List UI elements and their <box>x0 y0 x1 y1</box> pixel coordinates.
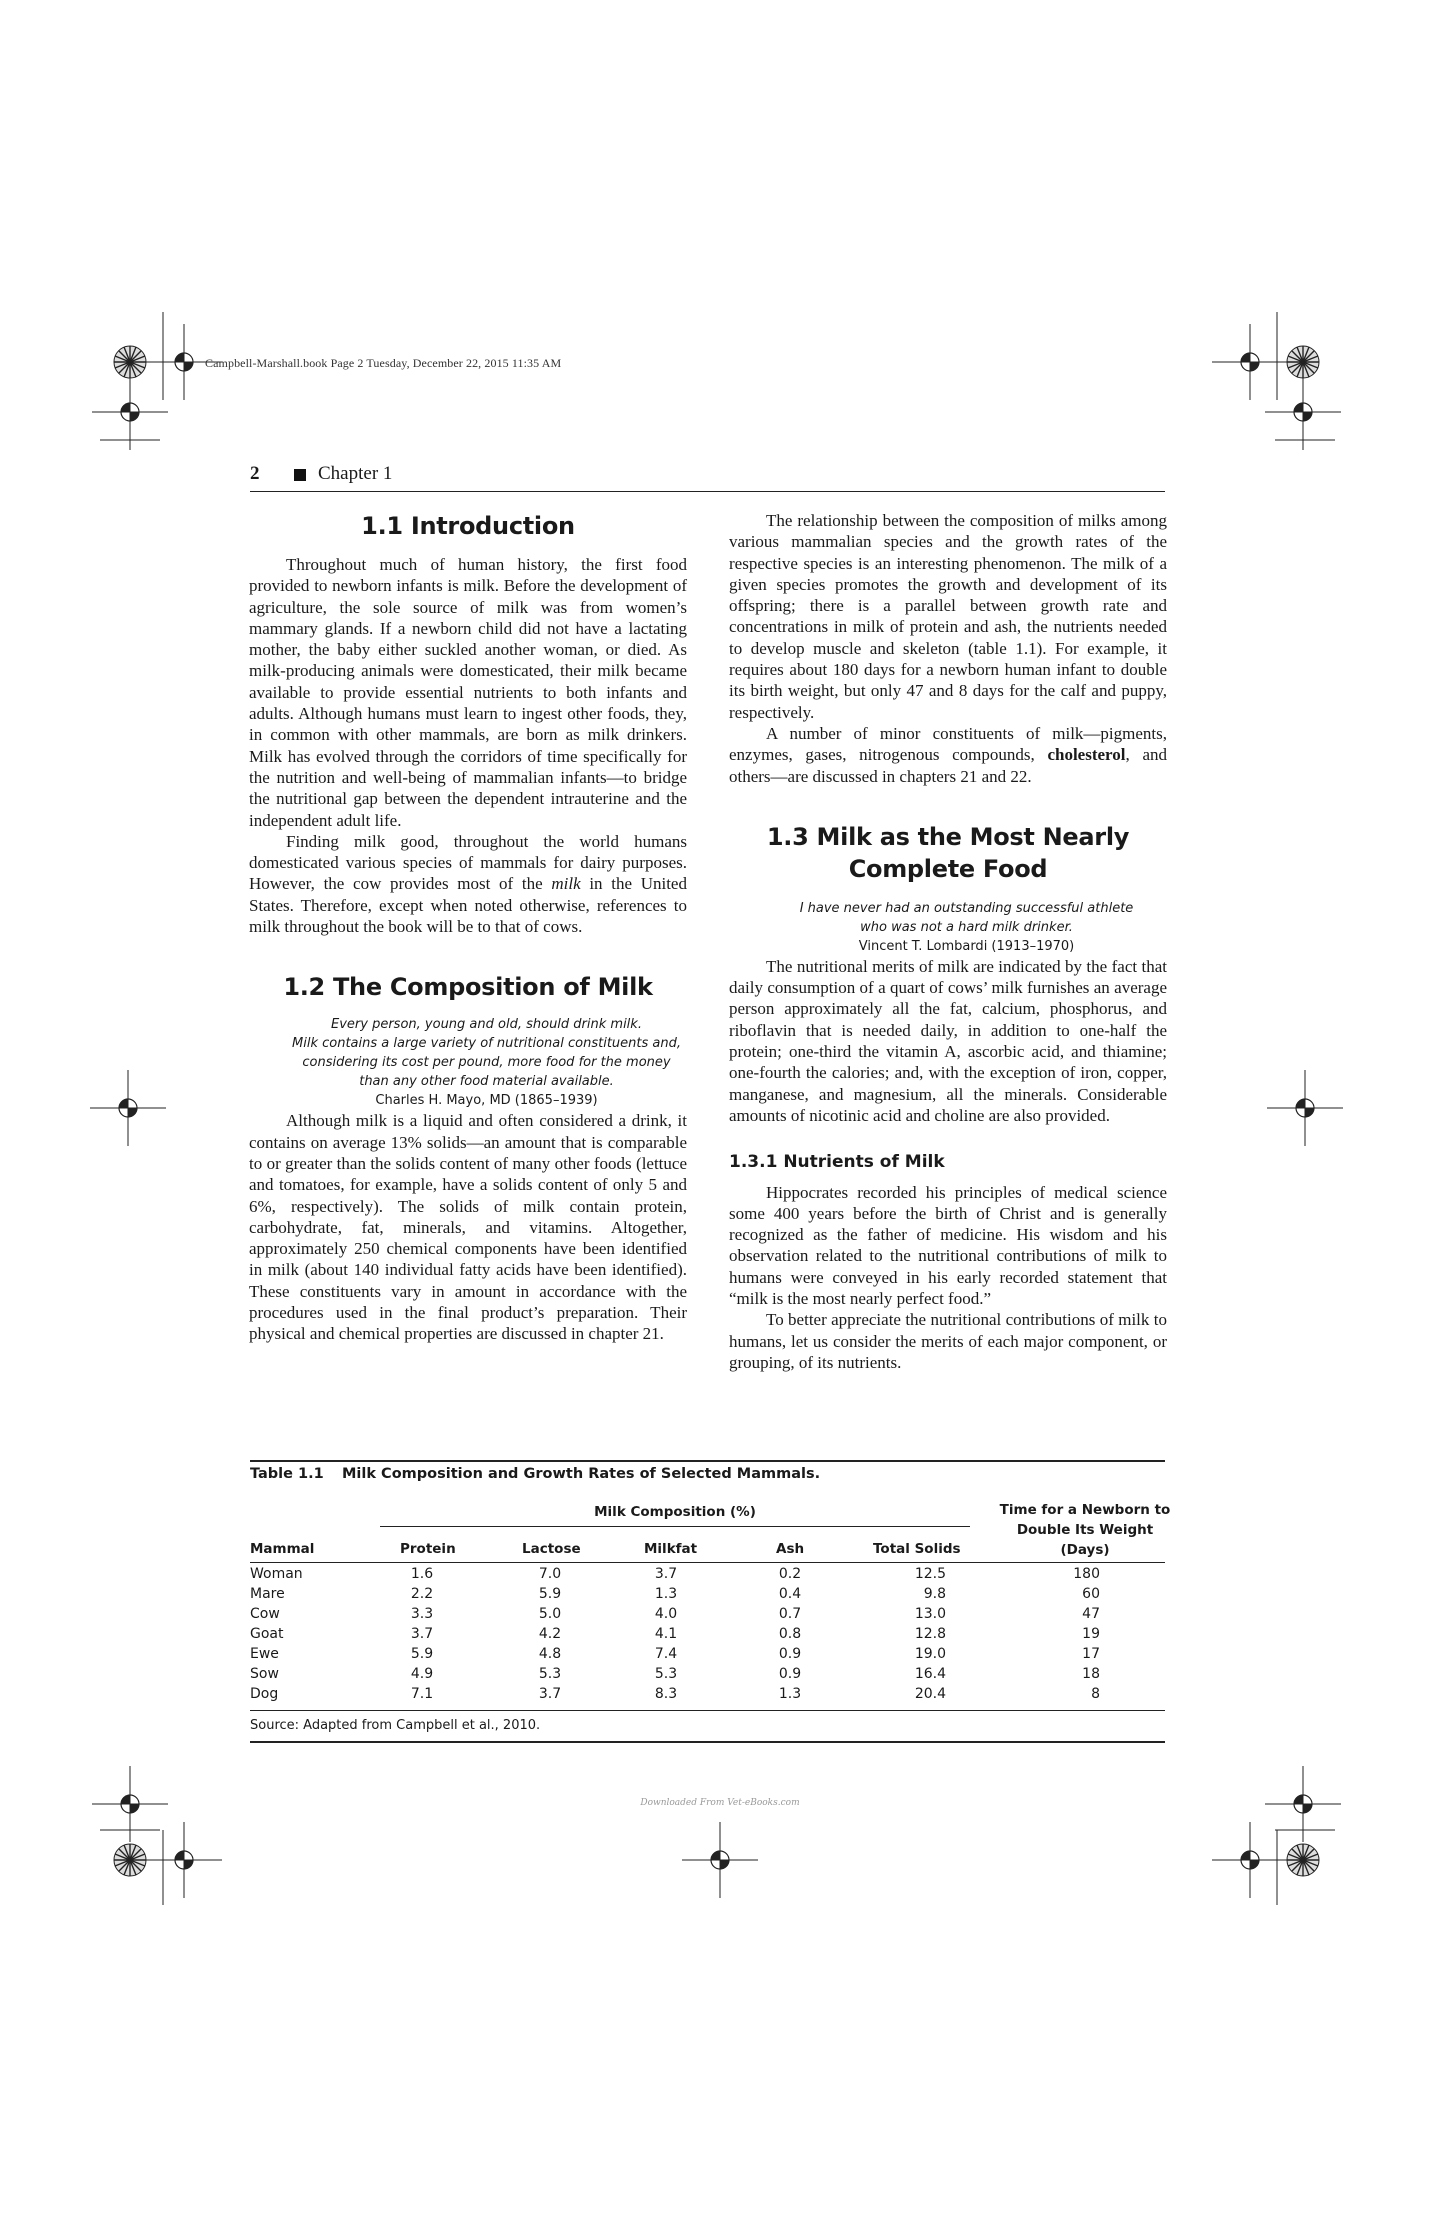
chapter-label: Chapter 1 <box>318 463 393 484</box>
epigraph-line: I have never had an outstanding successful athlete <box>799 900 1134 916</box>
table-cell: 0.2 <box>778 1566 802 1582</box>
table-cell: 4.9 <box>410 1666 434 1682</box>
table-cell: 8 <box>1091 1686 1100 1702</box>
table-row <box>250 1686 1165 1706</box>
table-cell: 17 <box>1082 1646 1100 1662</box>
table-cell: 1.3 <box>778 1686 802 1702</box>
table-cell: 8.3 <box>654 1686 678 1702</box>
table-cell: 4.2 <box>538 1626 562 1642</box>
col-header-protein: Protein <box>400 1541 456 1557</box>
print-slug: Campbell-Marshall.book Page 2 Tuesday, December 22, 2015 11:35 AM <box>205 356 562 370</box>
table-cell: 5.9 <box>410 1646 434 1662</box>
table-cell: 1.3 <box>654 1586 678 1602</box>
subsection-title-nutrients: 1.3.1 Nutrients of Milk <box>729 1152 945 1173</box>
epigraph-line: who was not a hard milk drinker. <box>860 919 1073 935</box>
table-cell: 4.8 <box>538 1646 562 1662</box>
table-cell: 9.8 <box>923 1586 946 1602</box>
intro-paragraph-1: Throughout much of human history, the first food provided to newborn infants is milk. Before the development of agriculture, the sole source of milk was from women’s mammary glands. If a newborn child did not have a lactating mother, the baby either suckled another woman, or died. As milk-producing animals were domesticated, their milk became available to provide essential nutrients to both infants and adults. Although humans must learn to ingest other foods, they, in common with other mammals, are born as milk drinkers. Milk has evolved through the corridors of time specifically for the nutrition and well-being of mammalian infants—to bridge the nutritional gap between the dependent intrauterine and the independent adult life. <box>249 555 687 830</box>
table-cell: 5.0 <box>538 1606 562 1622</box>
table-cell: 7.4 <box>654 1646 678 1662</box>
table-cell: 5.9 <box>538 1586 562 1602</box>
table-row <box>250 1606 1165 1626</box>
col-header-total-solids: Total Solids <box>873 1541 961 1557</box>
table-cell: 5.3 <box>538 1666 562 1682</box>
table-cell: Dog <box>250 1686 279 1702</box>
left-column <box>249 510 687 1345</box>
epigraph-line: Milk contains a large variety of nutritional constituents and, <box>292 1036 681 1052</box>
section-title-complete-food: 1.3 Milk as the Most Nearly Complete Food <box>766 822 1130 883</box>
table-top-rule <box>250 1460 1165 1462</box>
table-cell: 16.4 <box>914 1666 946 1682</box>
table-cell: 13.0 <box>914 1606 946 1622</box>
table-cell: Woman <box>250 1566 303 1582</box>
col-header-mammal: Mammal <box>250 1541 315 1557</box>
footer-watermark: Downloaded From Vet-eBooks.com <box>640 1798 800 1808</box>
table-cell: 20.4 <box>914 1686 946 1702</box>
table-row <box>250 1666 1165 1686</box>
complete-paragraph-1: The nutritional merits of milk are indicated by the fact that daily consumption of a quart of cows’ milk furnishes an average person approximately all the fat, calcium, phosphorus, and riboflavin that is needed daily, in addition to one-half the protein; one-third the vitamin A, ascorbic acid, and thiamine; one-fourth the calories; and, with the exception of iron, copper, manganese, and magnesium, all the minerals. Considerable amounts of nicotinic acid and choline are also provided. <box>729 956 1167 1125</box>
table-cell: 7.1 <box>410 1686 434 1702</box>
table-cell: 18 <box>1082 1666 1100 1682</box>
nutrients-paragraph-1: Hippocrates recorded his principles of medical science some 400 years before the birth of Christ and is generally recognized as the father of medicine. His wisdom and his observation related to the nutritional contributions of milk to humans were conveyed in his early recorded statement that “milk is the most nearly perfect food.” <box>729 1182 1167 1309</box>
intro-paragraph-2: Finding milk good, throughout the world humans domesticated various species of mammals for dairy purposes. However, the cow provides most of the milk in the United States. Therefore, except when noted otherwise, references to milk throughout the book will be to that of cows. <box>249 831 687 937</box>
section-title-introduction: 1.1 Introduction <box>361 512 575 540</box>
nutrients-paragraph-2: To better appreciate the nutritional contributions of milk to humans, let us consider the merits of each major component, or grouping, of its nutrients. <box>729 1310 1167 1372</box>
table-cell: 19.0 <box>914 1646 946 1662</box>
table-caption: Table 1.1 Milk Composition and Growth Rates of Selected Mammals. <box>250 1466 821 1482</box>
col-header-lactose: Lactose <box>522 1541 581 1557</box>
table-cell: Ewe <box>250 1646 279 1662</box>
table-cell: 3.7 <box>538 1686 562 1702</box>
table-cell: 7.0 <box>538 1566 562 1582</box>
table-cell: 12.8 <box>914 1626 946 1642</box>
table-cell: 19 <box>1082 1626 1100 1642</box>
epigraph-attribution: Charles H. Mayo, MD (1865–1939) <box>375 1093 598 1109</box>
table-cell: 0.9 <box>778 1666 802 1682</box>
table-cell: Mare <box>250 1586 285 1602</box>
right-paragraph-1: The relationship between the composition of milks among various mammalian species and the growth rates of the respective species is an interesting phenomenon. The milk of a given species promotes the growth and development of its offspring; there is a parallel between growth rate and concentrations in milk of protein and ash, the nutrients needed to develop muscle and skeleton (table 1.1). For example, it requires about 180 days for a newborn human infant to double its birth weight, but only 47 and 8 days for the calf and puppy, respectively. <box>729 511 1167 722</box>
table-row <box>250 1566 1165 1586</box>
epigraph-line: than any other food material available. <box>359 1074 614 1090</box>
table-cell: 0.8 <box>778 1626 802 1642</box>
table-body-rule <box>250 1710 1165 1711</box>
section-title-composition: 1.2 The Composition of Milk <box>283 973 653 1002</box>
table-header-rule <box>250 1562 1165 1563</box>
col-header-milkfat: Milkfat <box>644 1541 698 1557</box>
table-cell: 4.0 <box>654 1606 678 1622</box>
running-head <box>250 463 1165 492</box>
table-cell: 60 <box>1082 1586 1100 1602</box>
square-bullet-icon <box>294 469 306 481</box>
table-days-header: Time for a Newborn to Double Its Weight (Days) <box>999 1502 1171 1558</box>
table-cell: 12.5 <box>914 1566 946 1582</box>
col-header-ash: Ash <box>776 1541 805 1557</box>
table-bottom-rule <box>250 1741 1165 1743</box>
composition-paragraph-1: Although milk is a liquid and often considered a drink, it contains on average 13% solids—an amount that is comparable to or greater than the solids content of many other foods (lettuce and tomatoes, for example, have a solids content of only 5 and 6%, respectively). The solids of milk contain protein, carbohydrate, fat, minerals, and vitamins. Altogether, approximately 250 chemical components have been identified in milk (about 140 individual fatty acids have been identified). These constituents vary in amount in accordance with the procedures used in the final product’s preparation. Their physical and chemical properties are discussed in chapter 21. <box>249 1111 687 1344</box>
table-group-header: Milk Composition (%) <box>380 1504 970 1527</box>
table-cell: 0.7 <box>778 1606 802 1622</box>
table-source: Source: Adapted from Campbell et al., 2010. <box>250 1718 541 1733</box>
table-cell: 0.9 <box>778 1646 802 1662</box>
table-cell: Cow <box>250 1606 280 1622</box>
right-column <box>729 510 1167 1373</box>
table-row <box>250 1646 1165 1666</box>
table-cell: 3.3 <box>410 1606 434 1622</box>
epigraph-line: Every person, young and old, should drink milk. <box>331 1017 642 1033</box>
table-cell: 3.7 <box>654 1566 678 1582</box>
table-row <box>250 1586 1165 1606</box>
epigraph-line: considering its cost per pound, more food for the money <box>302 1055 671 1071</box>
table-cell: 3.7 <box>410 1626 434 1642</box>
table-cell: 47 <box>1082 1606 1100 1622</box>
epigraph-attribution: Vincent T. Lombardi (1913–1970) <box>858 938 1075 954</box>
table-row <box>250 1626 1165 1646</box>
page-number: 2 <box>250 463 260 484</box>
table-cell: 180 <box>1073 1566 1100 1582</box>
table-cell: 0.4 <box>778 1586 802 1602</box>
table-cell: Goat <box>250 1626 284 1642</box>
right-paragraph-2: A number of minor constituents of milk—pigments, enzymes, gases, nitrogenous compounds, cholesterol, and others—are discussed in chapters 21 and 22. <box>729 723 1167 786</box>
table-cell: 1.6 <box>410 1566 434 1582</box>
table-cell: 4.1 <box>654 1626 678 1642</box>
table-cell: 5.3 <box>654 1666 678 1682</box>
table-cell: Sow <box>250 1666 279 1682</box>
table-cell: 2.2 <box>410 1586 434 1602</box>
